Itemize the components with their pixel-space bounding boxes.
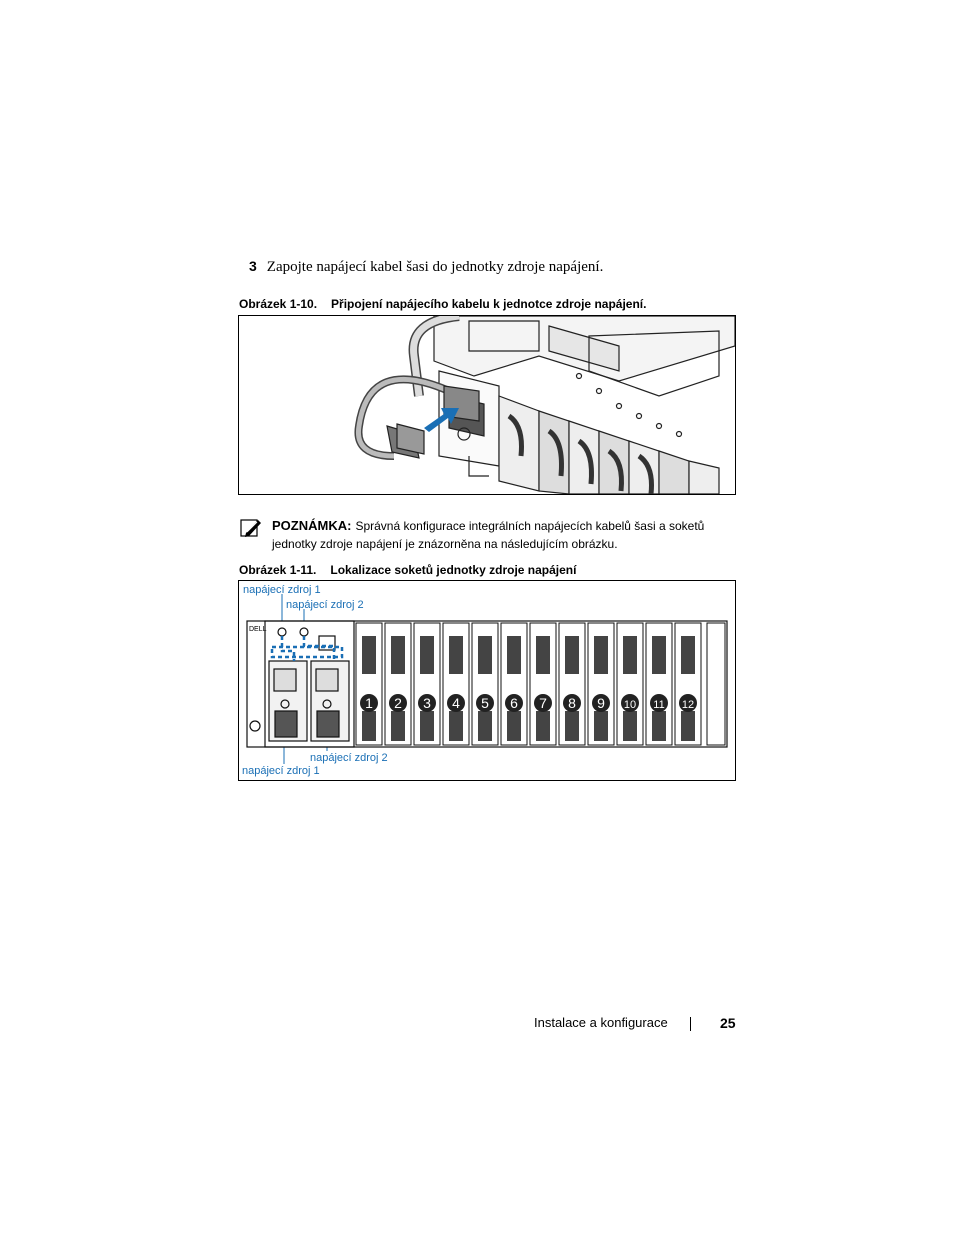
chassis-rear-view xyxy=(239,581,735,780)
power-cable-connection-illustration xyxy=(239,316,735,494)
step-number: 3 xyxy=(249,258,257,274)
sled-number: 7 xyxy=(539,695,547,711)
page-footer xyxy=(534,1015,736,1031)
figure-10-caption xyxy=(239,297,646,311)
callout-power-supply-1-bottom: napájecí zdroj 1 xyxy=(242,765,320,777)
footer-separator xyxy=(690,1017,691,1031)
step-text: Zapojte napájecí kabel šasi do jednotky zdroje napájení. xyxy=(266,259,604,275)
figure-10-number: Obrázek 1-10. xyxy=(239,297,318,311)
sled-number: 1 xyxy=(365,695,373,711)
note-text-block xyxy=(272,517,740,553)
sled-number: 3 xyxy=(423,695,431,711)
figure-11-title: Lokalizace soketů jednotky zdroje napájení xyxy=(330,563,577,577)
sled-number: 2 xyxy=(394,695,402,711)
step-3 xyxy=(249,258,603,276)
pencil-note-icon xyxy=(240,517,262,544)
note-text: Správná konfigurace integrálních napájecích kabelů šasi a soketů jednotky zdroje napájení je znázorněna na následujícím obrázku. xyxy=(272,519,705,551)
sled-number: 6 xyxy=(510,695,518,711)
note-label: POZNÁMKA: xyxy=(272,518,352,533)
sled-number: 5 xyxy=(481,695,489,711)
callout-power-supply-2-top: napájecí zdroj 2 xyxy=(286,599,364,611)
sled-number: 11 xyxy=(653,699,665,711)
dell-logo: DELL xyxy=(249,626,267,633)
sled-number: 8 xyxy=(568,695,576,711)
figure-11-illustration xyxy=(238,580,736,781)
footer-section: Instalace a konfigurace xyxy=(534,1015,668,1030)
figure-10-illustration xyxy=(238,315,736,495)
figure-11-number: Obrázek 1-11. xyxy=(239,563,317,577)
callout-power-supply-1-top: napájecí zdroj 1 xyxy=(243,584,321,596)
figure-11-caption xyxy=(239,563,576,577)
sled-number: 10 xyxy=(623,699,637,711)
sled-number: 9 xyxy=(597,695,605,711)
figure-10-title: Připojení napájecího kabelu k jednotce zdroje napájení. xyxy=(331,297,647,311)
page-number: 25 xyxy=(720,1015,736,1031)
callout-power-supply-2-bottom: napájecí zdroj 2 xyxy=(310,752,388,764)
sled-number: 4 xyxy=(452,695,460,711)
sled-number: 12 xyxy=(681,699,695,711)
